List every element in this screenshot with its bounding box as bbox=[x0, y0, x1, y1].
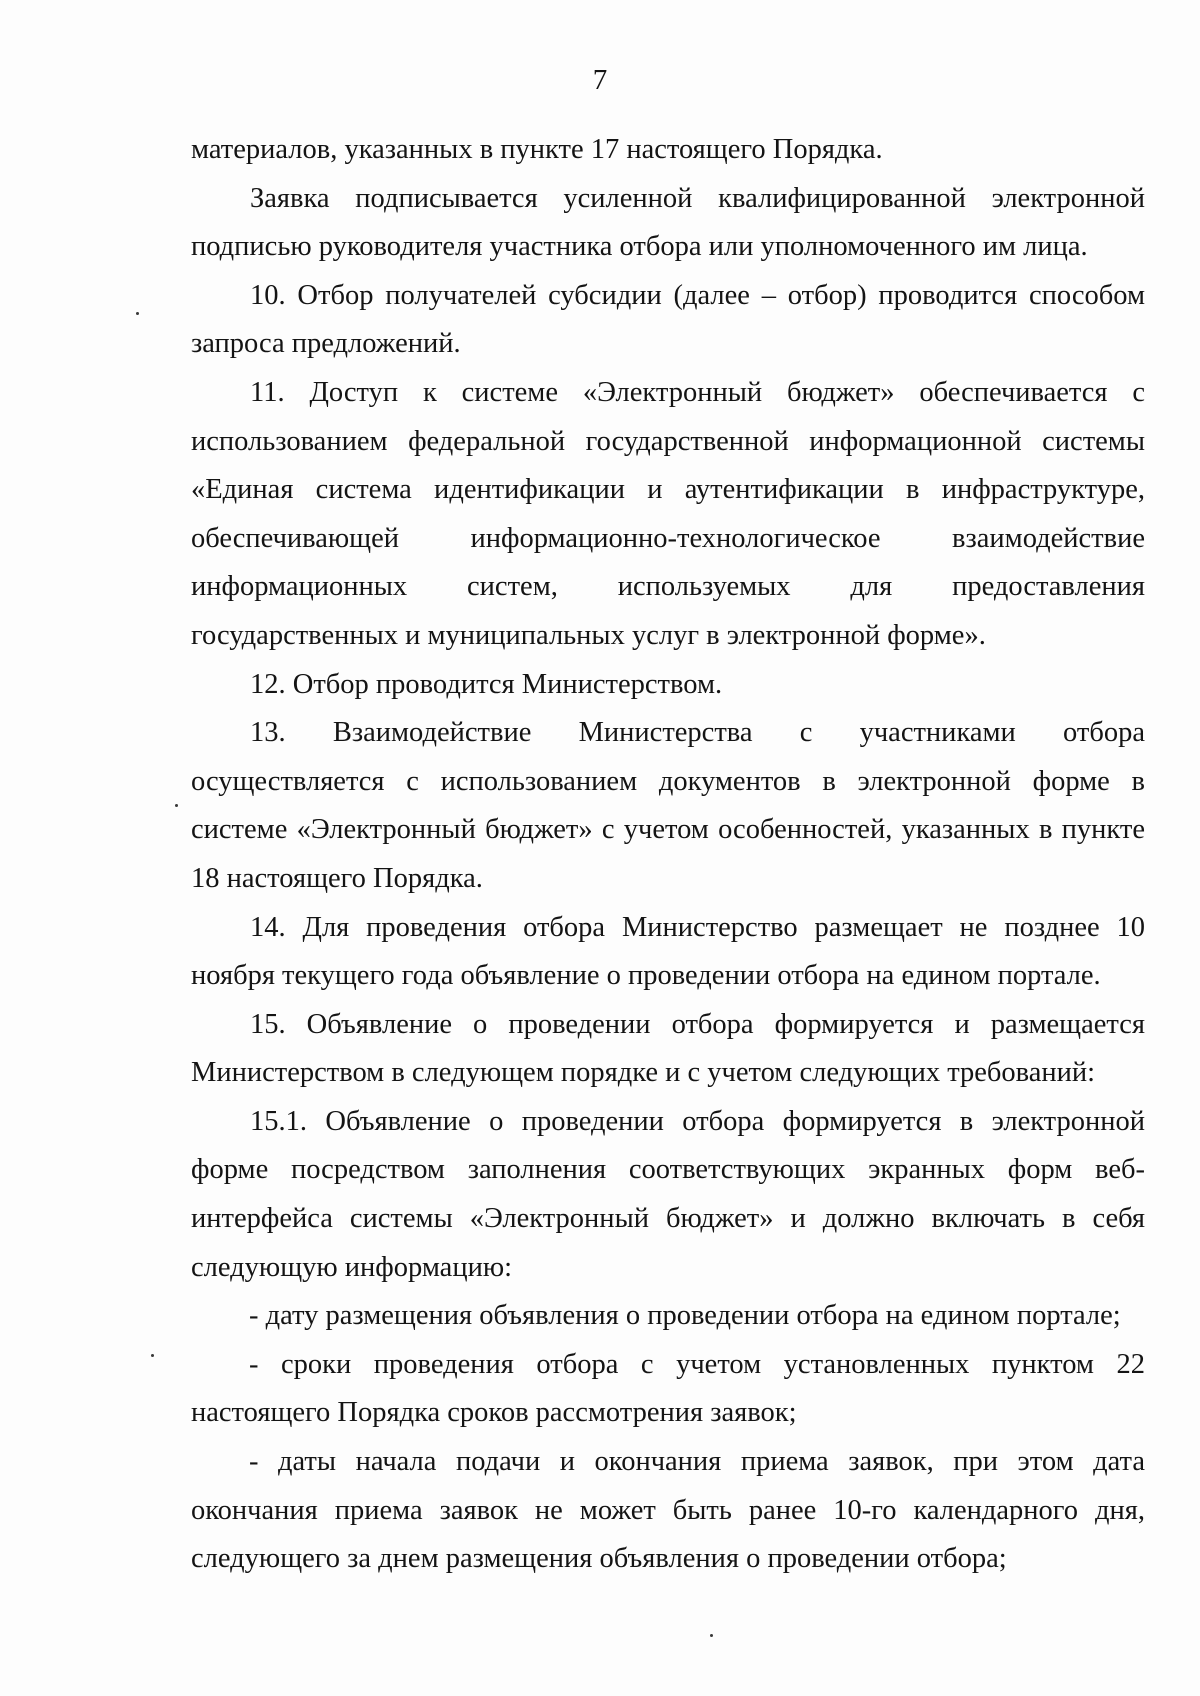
list-item-publication-date: - дату размещения объявления о проведении отбора на едином портале; bbox=[249, 1300, 1121, 1332]
list-item-application-dates: - даты начала подачи и окончания приема заявок, при этом дата окончания приема заявок не может быть ранее 10-го календарного дня, следующего за днем размещения объявления о проведении отбора; bbox=[191, 1446, 1145, 1575]
paragraph-10: 10. Отбор получателей субсидии (далее – отбор) проводится способом запроса предложений. bbox=[191, 279, 1145, 360]
paragraph-13: 13. Взаимодействие Министерства с участниками отбора осуществляется с использованием документов в электронной форме в системе «Электронный бюджет» с учетом особенностей, указанных в пункте 18 настоящего Порядка. bbox=[191, 717, 1145, 894]
paragraph-continuation: материалов, указанных в пункте 17 настоящего Порядка. bbox=[191, 134, 883, 165]
paragraph-application-signature: Заявка подписывается усиленной квалифицированной электронной подписью руководителя участника отбора или уполномоченного им лица. bbox=[191, 182, 1145, 263]
scan-speck bbox=[175, 804, 178, 807]
scan-speck bbox=[710, 1634, 713, 1637]
scan-speck bbox=[136, 312, 139, 315]
list-item-selection-period: - сроки проведения отбора с учетом установленных пунктом 22 настоящего Порядка сроков рассмотрения заявок; bbox=[191, 1348, 1145, 1429]
paragraph-11: 11. Доступ к системе «Электронный бюджет» обеспечивается с использованием федеральной государственной информационной системы «Единая система идентификации и аутентификации в инфраструктуре, обеспечивающей информационно-технологическое взаимодействие информационных систем, используемых для предоставления государственных и муниципальных услуг в электронной форме». bbox=[191, 376, 1145, 651]
paragraph-15-1: 15.1. Объявление о проведении отбора формируется в электронной форме посредством заполнения соответствующих экранных форм веб-интерфейса системы «Электронный бюджет» и должно включать в себя следующую информацию: bbox=[191, 1105, 1145, 1283]
paragraph-14: 14. Для проведения отбора Министерство размещает не позднее 10 ноября текущего года объявление о проведении отбора на едином портале. bbox=[191, 911, 1145, 992]
page-number: 7 bbox=[592, 64, 608, 96]
document-body bbox=[191, 126, 1145, 1584]
paragraph-12: 12. Отбор проводится Министерством. bbox=[250, 668, 723, 700]
scan-speck bbox=[151, 1354, 154, 1357]
paragraph-15: 15. Объявление о проведении отбора формируется и размещается Министерством в следующем порядке и с учетом следующих требований: bbox=[191, 1008, 1145, 1089]
